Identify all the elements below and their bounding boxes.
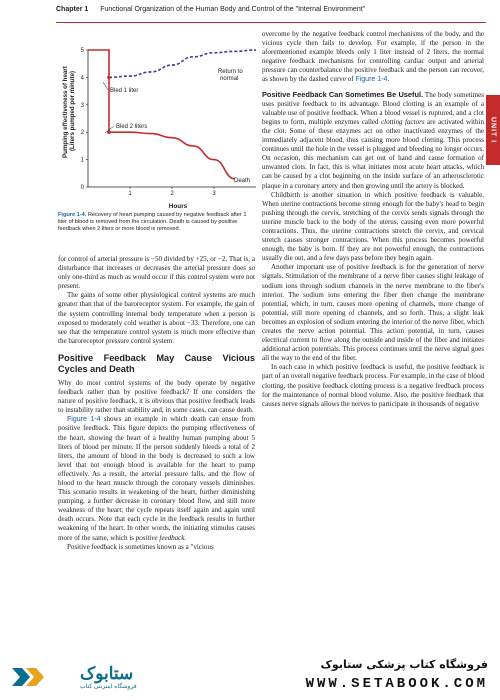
subsection-heading: Positive Feedback Can Sometimes Be Useful. (262, 89, 424, 99)
caption-text: Recovery of heart pumping caused by negative feedback after 1 liter of blood is removed from the circulation. Death is caused by positive feedback when 2 liters or more blood is removed. (58, 212, 247, 232)
leader-bled-1 (103, 82, 108, 90)
y-tick-labels (81, 48, 88, 191)
figure-link[interactable]: Figure 1-4 (355, 76, 388, 84)
shop-title: فروشگاه کتاب پزشکی ستابوک (320, 658, 488, 671)
y-tick-label: 2 (80, 130, 84, 137)
label-death: Death (234, 178, 251, 184)
figure-caption (58, 212, 253, 233)
y-tick-label: 5 (80, 48, 84, 54)
paragraph-text: The body sometimes uses positive feedback to its advantage. Blood clotting is an example of a valuable use of positive feedback. When a blood vessel is ruptured, and a clot begins to form, multiple enzymes called (262, 90, 485, 126)
figure-link[interactable]: Figure 1-4 (67, 416, 101, 424)
y-axis-label-2: (Liters pumped per minute) (69, 70, 76, 151)
label-return: Return to (218, 69, 243, 75)
paragraph (262, 30, 484, 85)
paragraph: In each case in which positive feedback is useful, the positive feedback is part of an overall negative feedback process. For example, in the case of blood clotting, the positive feedback clotting process is a negative feedback process for the maintenance of normal blood volume. Also, the positive feedback that causes nerve signals allows the nerves to participate in thousands of negative (262, 363, 484, 408)
x-axis-label: Hours (168, 203, 188, 210)
y-axis-label-1: Pumping effectiveness of heart (62, 66, 69, 158)
paragraph (58, 415, 255, 542)
paragraph: Childbirth is another situation in which positive feedback is valuable. When uterine contractions become strong enough for the baby's head to begin pushing through the cervix, stretching of the cervix sends signals through the uterine muscle back to the body of the uterus, causing even more powerful contractions. Thus, the uterine contractions stretch the cervix, and cervical stretch causes stronger contractions. When this process becomes powerful enough, the baby is born. If they are not powerful enough, the contractions usually die out, and a few days pass before they begin again. (262, 190, 484, 263)
right-column (262, 30, 484, 409)
y-tick-label: 0 (80, 185, 84, 191)
logo-text: ستابوک (80, 664, 134, 683)
bled-2-liters-curve (109, 132, 235, 179)
paragraph: The gains of some other physiological control systems are much greater than that of the baroreceptor system. For example, the gain of the system controlling internal body temperature when a person is exposed to moderately cold weather is about −33. Therefore, one can see that the temperature control system is much more effective than the baroreceptor pressure control system. (58, 291, 255, 345)
label-bled-2-liters: Bled 2 liters (116, 124, 148, 130)
paragraph-text: . (387, 75, 390, 84)
emphasis: clotting factors (381, 117, 425, 126)
bled-1-liter-point (107, 76, 111, 80)
shop-url[interactable]: WWW.SETABOOK.COM (305, 676, 488, 692)
label-bled-1-liter: Bled 1 liter (110, 88, 139, 94)
x-tick-label: 3 (212, 191, 216, 197)
logo-subtitle: فروشگاه اینترنتی کتاب (80, 684, 137, 690)
figure-1-4 (58, 30, 258, 210)
paragraph-text: are activated within the clot. Some of these enzymes act on other inactivated enzymes of the immediately adjacent blood, thus causing more blood clotting. This process continues until the hole in the vessel is plugged and bleeding no longer occurs. On occasion, this mechanism can get out of hand and cause formation of unwanted clots. In fact, this is what initiates most acute heart attacks, which can be caused by a clot beginning on the inside surface of an atherosclerotic plaque in a coronary artery and then growing until the artery is blocked. (262, 117, 484, 190)
paragraph-text: shows an example in which death can ensue from positive feedback. This figure depicts the pumping effectiveness of the heart, showing the heart of a healthy human pumping about 5 liters of blood per minute. If the person suddenly bleeds a total of 2 liters, the amount of blood in the body is decreased to such a low level that not enough blood is available for the heart to pump effectively. As a result, the arterial pressure falls, and the flow of blood to the heart muscle through the coronary vessels diminishes. This scenario results in weakening of the heart, further diminishing pumping, a further decrease in coronary blood flow, and still more weakness of the heart; the cycle repeats itself again and again until death occurs. Note that each cycle in the feedback results in further weakening of the heart. In other words, the initiating stimulus causes more of the same, which is (58, 415, 255, 542)
left-column (58, 255, 255, 552)
paragraph: Positive feedback is sometimes known as a "vicious (67, 542, 214, 551)
y-tick-label: 3 (80, 102, 84, 109)
paragraph: Why do most control systems of the body operate by negative feedback rather than by positive feedback? If one considers the nature of positive feedback, it is obvious that positive feedback leads to instability rather than stability and, in some cases, can cause death. (58, 378, 255, 415)
caption-label: Figure 1-4. (58, 212, 87, 218)
x-tick-label: 1 (128, 191, 132, 197)
paragraph: for control of arterial pressure is −50 divided by +25, or −2. That is, a disturbance that increases or decreases the arterial pressure does so only one-third as much as would occur if this control system were not present. (58, 255, 255, 291)
x-tick-labels (128, 187, 216, 197)
emphasis: positive feedback. (135, 533, 187, 542)
label-normal: normal (220, 76, 239, 82)
unit-tab: UNIT I (486, 95, 500, 165)
y-tick-label: 4 (80, 75, 84, 82)
header-divider (56, 22, 486, 23)
setabook-logo-icon (8, 662, 76, 692)
chapter-title: Functional Organization of the Human Body and Control of the "Internal Environment" (100, 6, 366, 13)
y-tick-label: 1 (80, 157, 84, 164)
initial-drop-segment (88, 50, 109, 132)
x-tick-label: 2 (170, 191, 174, 197)
chapter-label: Chapter 1 (56, 6, 89, 13)
paragraph-text: overcome by the negative feedback control mechanisms of the body, and the vicious cycle then fails to develop. For example, if the person in the aforementioned example bleeds only 1 liter instead of 2 liters, the normal negative feedback mechanisms for controlling cardiac output and arterial pressure can counterbalance the positive feedback and the person can recover, as shown by the dashed curve of (262, 30, 484, 84)
paragraph: Another important use of positive feedback is for the generation of nerve signals. Stimulation of the membrane of a nerve fiber causes slight leakage of sodium ions through sodium channels in the nerve membrane to the fiber's interior. The sodium ions entering the fiber then change the membrane potential, which, in turn, causes more opening of channels, more change of potential, still more opening of channels, and so forth. Thus, a slight leak becomes an explosion of sodium entering the interior of the nerve fiber, which creates the nerve action potential. This action potential, in turn, causes electrical current to flow along the outside and inside of the fiber and initiates additional action potentials. This process continues until the nerve signal goes all the way to the end of the fiber. (262, 263, 484, 363)
section-heading: Positive Feedback May Cause Vicious Cycles and Death (58, 352, 255, 374)
running-header (56, 6, 476, 20)
